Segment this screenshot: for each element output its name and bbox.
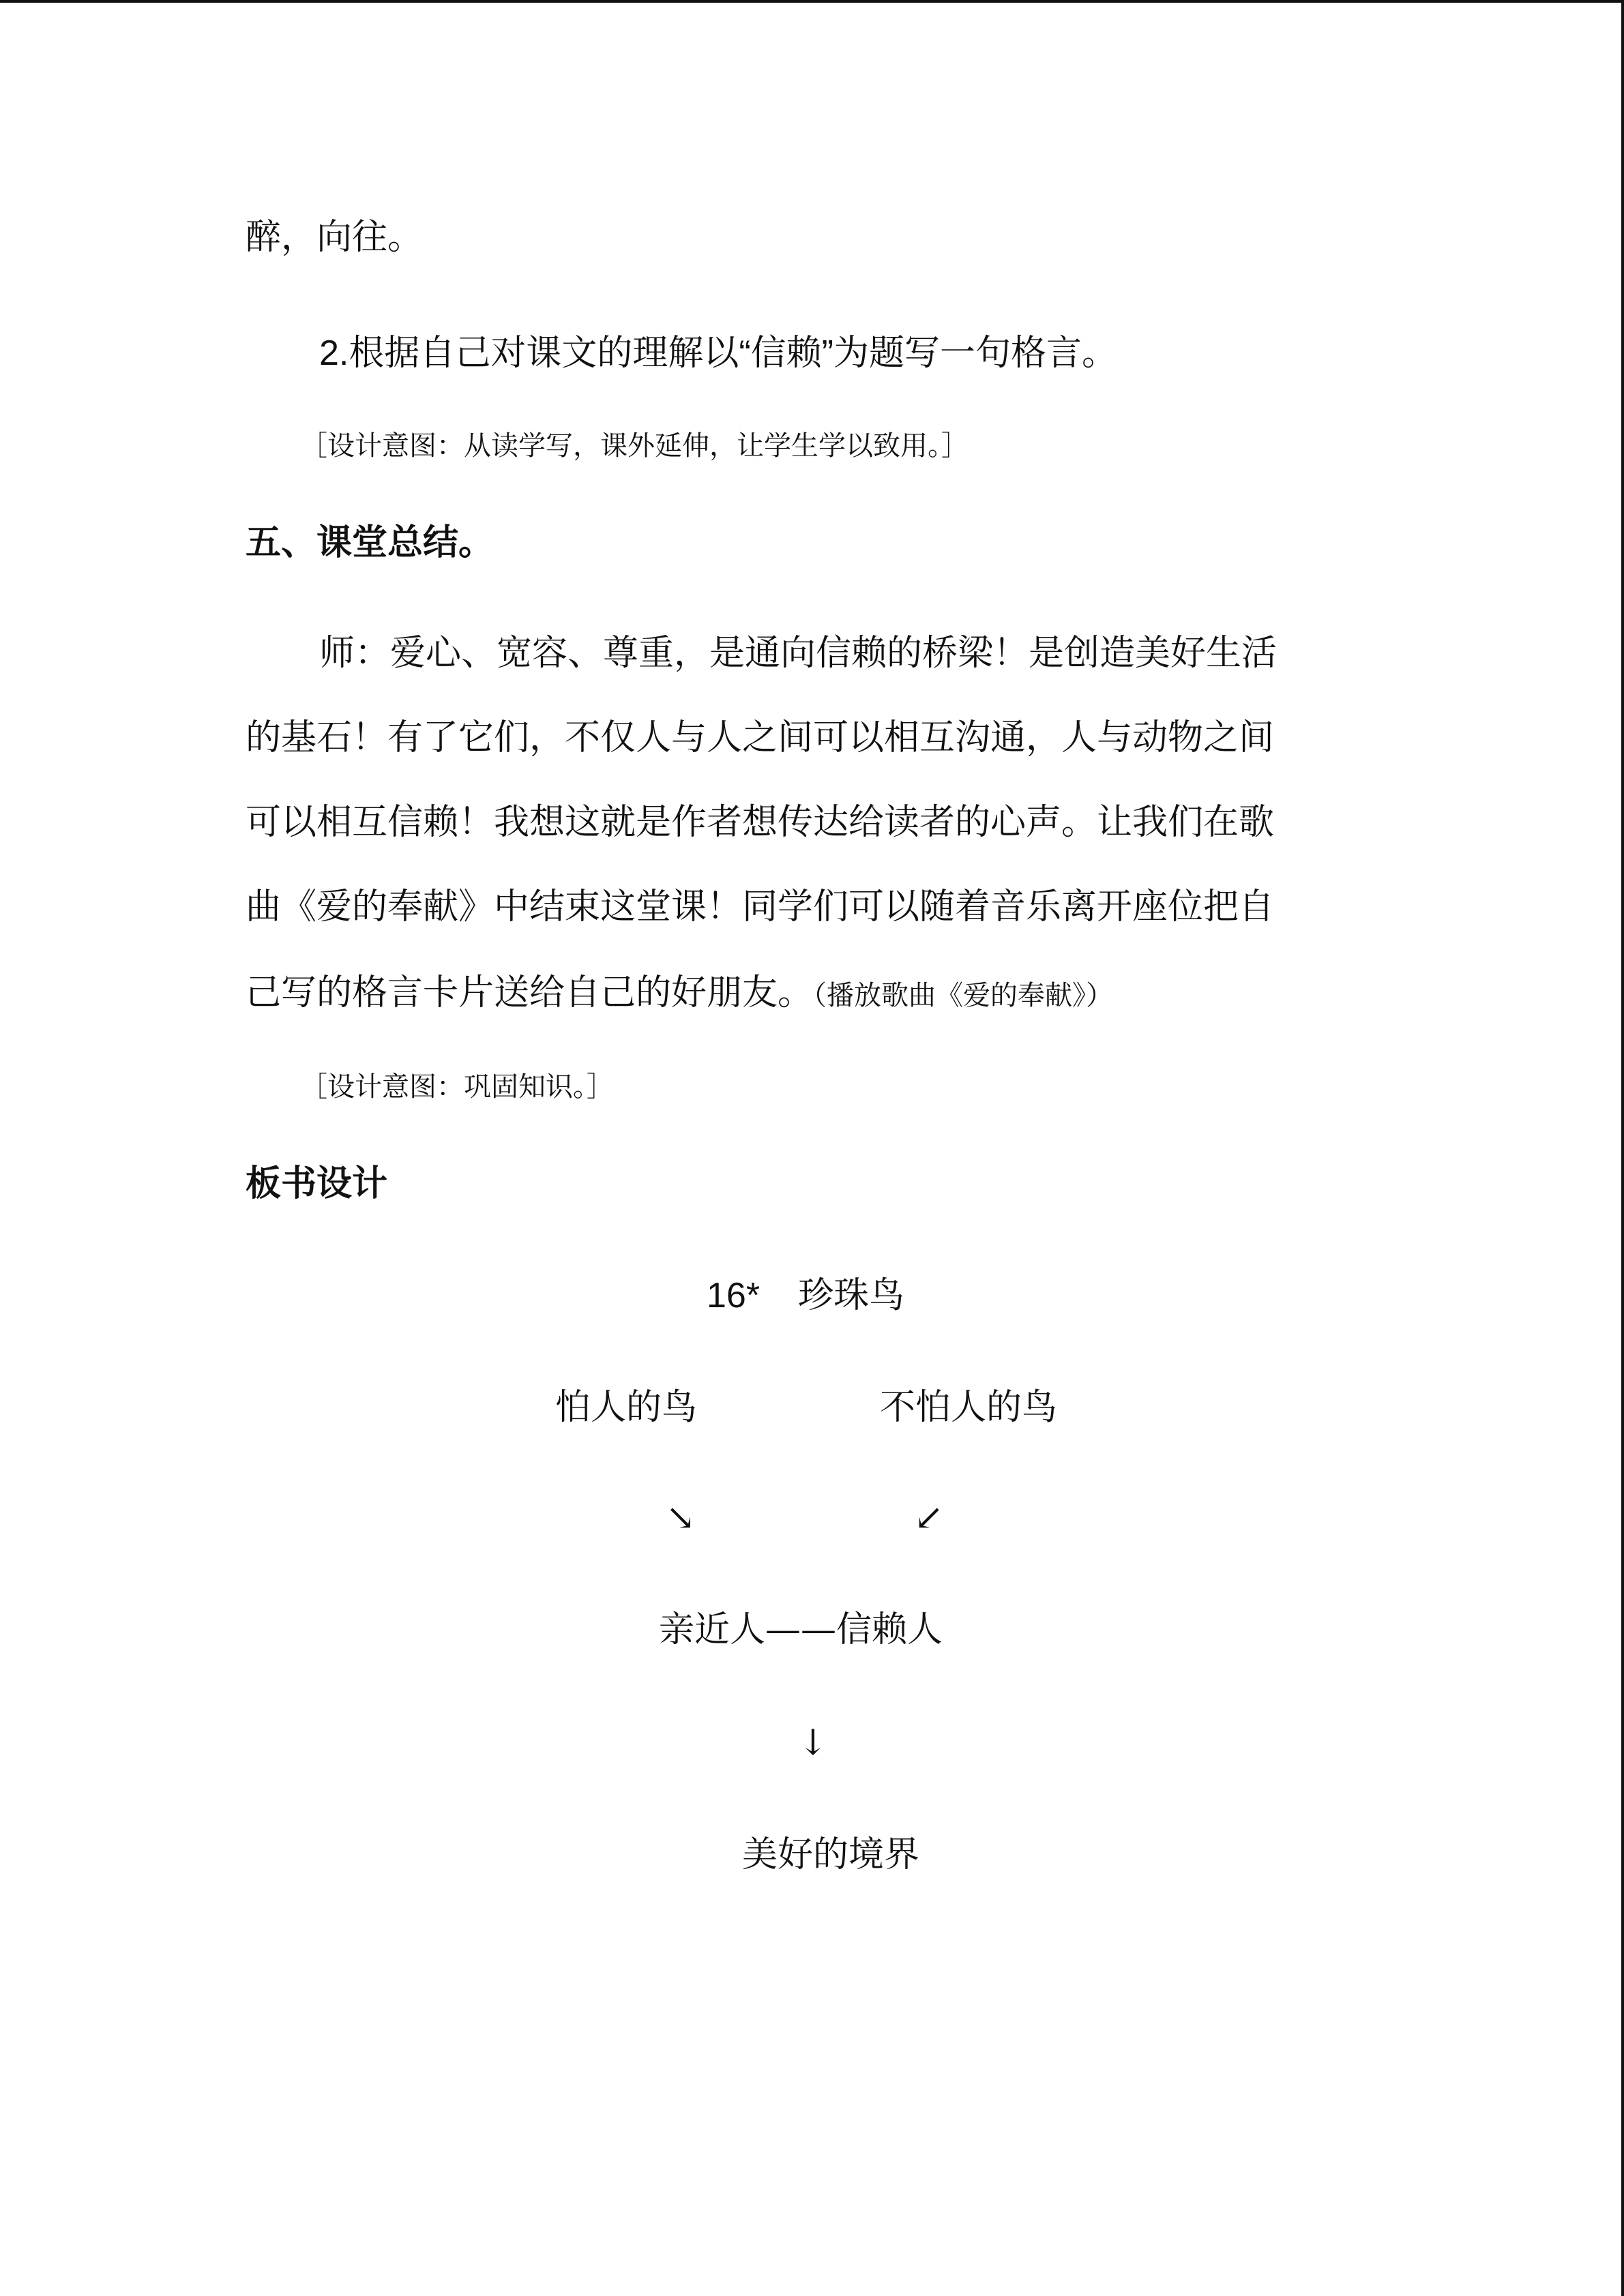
section-heading: 五、课堂总结。 — [246, 522, 494, 563]
paragraph-line: 曲《爱的奉献》中结束这堂课！同学们可以随着音乐离开座位把自 — [246, 886, 1275, 927]
arrow-down-icon: ↓ — [798, 1723, 828, 1763]
paragraph-line — [246, 972, 1113, 1016]
board-right-label: 不怕人的鸟 — [880, 1387, 1058, 1428]
lesson-title: 珍珠鸟 — [798, 1275, 905, 1316]
page-top-border — [0, 0, 1624, 3]
stage-direction-text: （播放歌曲《爱的奉献》） — [813, 980, 1114, 1011]
page-right-border — [1621, 0, 1624, 2296]
paragraph-line: 醉，向往。 — [246, 217, 424, 258]
board-title — [707, 1275, 904, 1316]
design-intent-note: ［设计意图：巩固知识。］ — [300, 1071, 614, 1103]
paragraph-text: 己写的格言卡片送给自己的好朋友。 — [246, 972, 814, 1013]
board-left-label: 怕人的鸟 — [555, 1387, 698, 1428]
paragraph-line: 可以相互信赖！我想这就是作者想传达给读者的心声。让我们在歌 — [246, 802, 1275, 843]
list-number-text: 2.根据自己对课文的理解以“信赖”为题写一句格言。 — [319, 333, 1118, 373]
paragraph-line: 师：爱心、宽容、尊重，是通向信赖的桥梁！是创造美好生活 — [319, 633, 1278, 674]
paragraph-line — [319, 333, 1117, 374]
board-design-heading: 板书设计 — [246, 1163, 388, 1204]
design-intent-note: ［设计意图：从读学写，课外延伸，让学生学以致用。］ — [300, 430, 969, 462]
arrow-down-left-icon: ↙ — [914, 1497, 944, 1538]
board-bottom-line: 美好的境界 — [742, 1834, 920, 1875]
board-middle-line: 亲近人——信赖人 — [659, 1609, 943, 1650]
paragraph-line: 的基石！有了它们，不仅人与人之间可以相互沟通，人与动物之间 — [246, 717, 1275, 758]
arrow-down-right-icon: ↘ — [666, 1497, 696, 1538]
lesson-number: 16* — [707, 1276, 761, 1315]
